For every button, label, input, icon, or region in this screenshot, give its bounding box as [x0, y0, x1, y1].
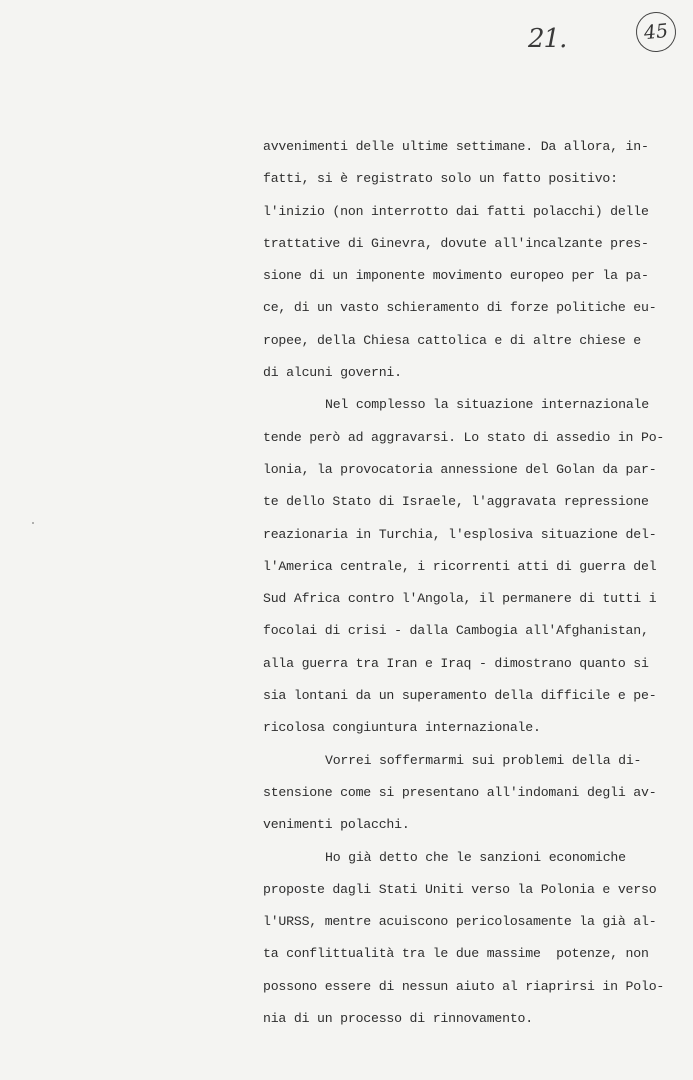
text-line: l'inizio (non interrotto dai fatti polacchi) delle: [263, 203, 649, 219]
text-line: Sud Africa contro l'Angola, il permanere di tutti i: [263, 591, 657, 607]
text-line: di alcuni governi.: [263, 365, 402, 381]
text-line: lonia, la provocatoria annessione del Golan da par-: [263, 461, 657, 477]
text-line: ta conflittualità tra le due massime potenze, non: [263, 946, 649, 962]
text-line: Vorrei soffermarmi sui problemi della di-: [325, 752, 642, 768]
text-line: tende però ad aggravarsi. Lo stato di assedio in Po-: [263, 429, 665, 445]
text-line: reazionaria in Turchia, l'esplosiva situazione del-: [263, 526, 657, 542]
text-line: venimenti polacchi.: [263, 817, 410, 833]
text-line: l'URSS, mentre acuiscono pericolosamente la già al-: [263, 914, 657, 930]
text-line: ropee, della Chiesa cattolica e di altre chiese e: [263, 332, 641, 348]
text-line: sione di un imponente movimento europeo per la pa-: [263, 268, 649, 284]
text-line: fatti, si è registrato solo un fatto positivo:: [263, 171, 618, 187]
text-line: l'America centrale, i ricorrenti atti di guerra del: [263, 558, 657, 574]
text-line: te dello Stato di Israele, l'aggravata repressione: [263, 494, 649, 510]
text-line: ricolosa congiuntura internazionale.: [263, 720, 541, 736]
text-line: avvenimenti delle ultime settimane. Da allora, in-: [263, 139, 649, 154]
text-line: Ho già detto che le sanzioni economiche: [325, 849, 626, 865]
text-line: possono essere di nessun aiuto al riaprirsi in Polo-: [263, 978, 665, 994]
text-line: alla guerra tra Iran e Iraq - dimostrano quanto si: [263, 655, 649, 671]
text-line: ce, di un vasto schieramento di forze politiche eu-: [263, 300, 657, 316]
scan-speck: [32, 522, 34, 524]
archive-stamp-number: 45: [642, 19, 670, 45]
archive-stamp-circle: [634, 10, 678, 54]
text-line: proposte dagli Stati Uniti verso la Polonia e verso: [263, 881, 657, 897]
typewritten-body: [263, 131, 663, 1035]
text-line: Nel complesso la situazione internazionale: [325, 397, 649, 413]
handwritten-page-number: 21.: [528, 24, 567, 54]
text-line: focolai di crisi - dalla Cambogia all'Afghanistan,: [263, 623, 649, 639]
text-line: trattative di Ginevra, dovute all'incalzante pres-: [263, 235, 649, 251]
text-line: stensione come si presentano all'indomani degli av-: [263, 784, 657, 800]
text-line: nia di un processo di rinnovamento.: [263, 1011, 533, 1027]
text-line: sia lontani da un superamento della difficile e pe-: [263, 688, 657, 704]
